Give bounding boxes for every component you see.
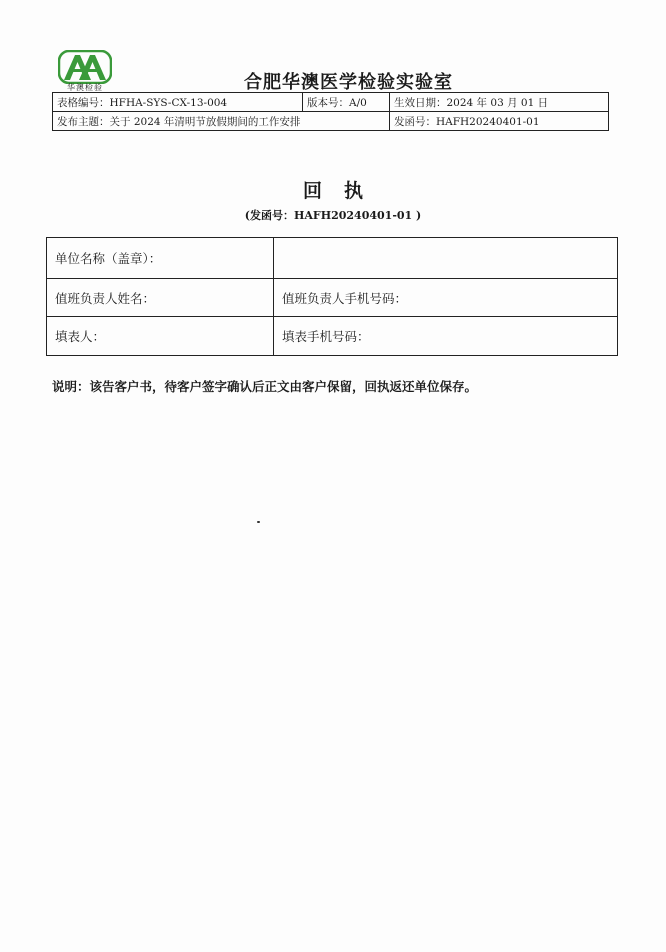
logo-text: 华澳检验 <box>67 83 103 92</box>
effective-date-cell <box>390 93 609 112</box>
letter-number-cell <box>390 112 609 131</box>
document-header-table <box>52 92 609 131</box>
subject-label: 发布主题： <box>57 115 110 128</box>
organization-name: 合肥华澳医学检验实验室 <box>244 72 453 93</box>
receipt-letter-number: (发函号：HAFH20240401-01 ) <box>244 209 422 222</box>
form-number-label: 表格编号： <box>57 96 110 109</box>
effective-date: 2024 年 03 月 01 日 <box>446 96 549 109</box>
duty-name-label: 值班负责人姓名： <box>47 279 274 317</box>
receipt-form-table <box>46 237 618 356</box>
duty-phone-label: 值班负责人手机号码： <box>274 279 618 317</box>
page-title: 回执 <box>302 180 385 202</box>
subject-cell <box>53 112 390 131</box>
filler-phone-label: 填表手机号码： <box>274 317 618 356</box>
version-cell <box>303 93 390 112</box>
effective-date-label: 生效日期： <box>394 96 447 109</box>
form-number: HFHA-SYS-CX-13-004 <box>109 96 228 109</box>
subject-value: 关于 2024 年清明节放假期间的工作安排 <box>109 115 301 128</box>
unit-name-field[interactable] <box>274 238 618 279</box>
letter-number: HAFH20240401-01 <box>436 115 540 128</box>
instruction-note: 说明：该告客户书，待客户签字确认后正文由客户保留，回执返还单位保存。 <box>52 379 478 394</box>
unit-name-label: 单位名称（盖章）： <box>47 238 274 279</box>
filler-label: 填表人： <box>47 317 274 356</box>
version-label: 版本号： <box>307 96 349 109</box>
letter-number-label: 发函号： <box>394 115 436 128</box>
scan-speck <box>257 521 260 523</box>
version-value: A/0 <box>349 96 367 109</box>
form-number-cell <box>53 93 303 112</box>
